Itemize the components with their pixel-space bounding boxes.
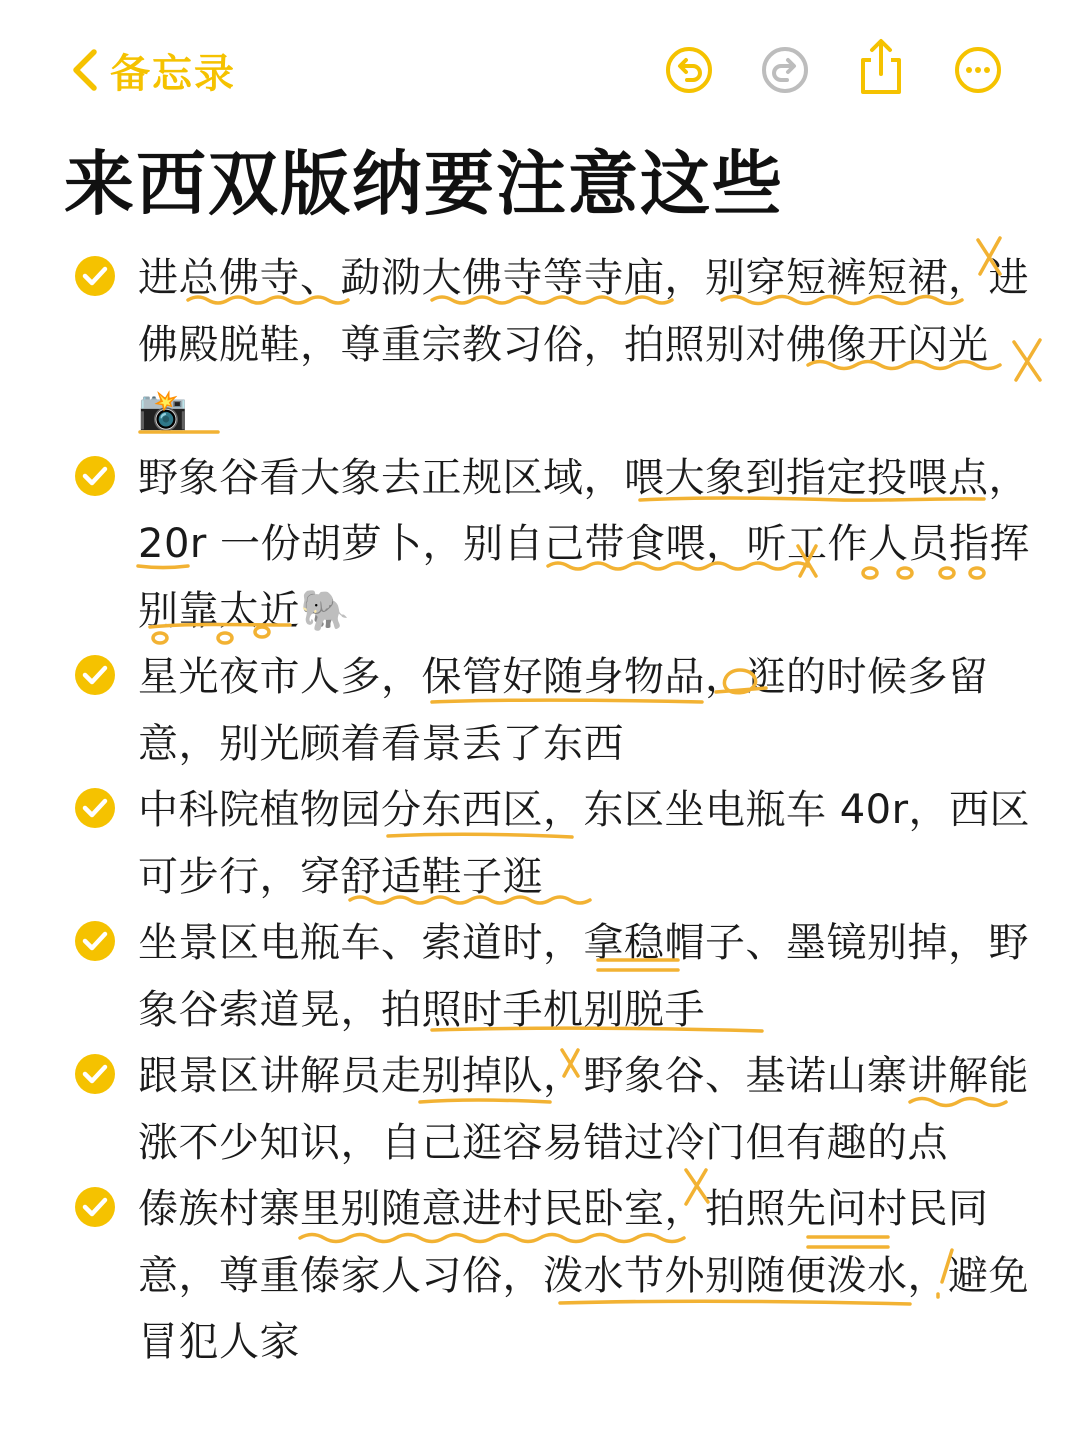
checklist-item-text[interactable]: 中科院植物园分东西区，东区坐电瓶车 40r，西区可步行，穿舒适鞋子逛 [138, 787, 1031, 900]
undo-icon [663, 44, 715, 96]
checklist-item [74, 644, 1034, 777]
redo-button[interactable] [759, 44, 811, 96]
chevron-left-icon [70, 48, 100, 92]
share-button[interactable] [855, 38, 907, 90]
checklist-item-text[interactable]: 进总佛寺、勐泐大佛寺等寺庙，别穿短裤短裙，进佛殿脱鞋，尊重宗教习俗，拍照别对佛像开闪光📸 [138, 255, 1029, 434]
checklist-item-text[interactable]: 坐景区电瓶车、索道时，拿稳帽子、墨镜别掉，野象谷索道晃，拍照时手机别脱手 [138, 920, 1029, 1033]
checklist-item-text[interactable]: 星光夜市人多，保管好随身物品，逛的时候多留意，别光顾着看景丢了东西 [138, 654, 989, 767]
back-button[interactable] [70, 40, 236, 100]
back-label: 备忘录 [110, 50, 236, 97]
redo-icon [759, 44, 811, 96]
share-icon [855, 38, 907, 96]
checklist-item-text[interactable]: 跟景区讲解员走别掉队，野象谷、基诺山寨讲解能涨不少知识，自己逛容易错过冷门但有趣的点 [138, 1053, 1029, 1166]
checkmark-icon[interactable] [74, 787, 116, 829]
undo-button[interactable] [663, 44, 715, 96]
more-icon [952, 44, 1004, 96]
checkmark-icon[interactable] [74, 920, 116, 962]
checklist-item [74, 777, 1034, 910]
checklist-item-text[interactable]: 傣族村寨里别随意进村民卧室，拍照先问村民同意，尊重傣家人习俗，泼水节外别随便泼水，避免冒犯人家 [138, 1186, 1029, 1365]
checklist-item [74, 445, 1034, 645]
checklist-item [74, 1043, 1034, 1176]
checkmark-icon[interactable] [74, 255, 116, 297]
checklist-item-text[interactable]: 野象谷看大象去正规区域，喂大象到指定投喂点，20r 一份胡萝卜，别自己带食喂，听工作人员指挥别靠太近🐘 [138, 454, 1031, 634]
checklist [74, 245, 1034, 1376]
checkmark-icon[interactable] [74, 654, 116, 696]
checklist-item [74, 245, 1034, 445]
note-toolbar [0, 0, 1080, 130]
checklist-item [74, 1176, 1034, 1376]
checkmark-icon[interactable] [74, 1053, 116, 1095]
more-button[interactable] [952, 44, 1004, 96]
checkmark-icon[interactable] [74, 455, 116, 497]
checkmark-icon[interactable] [74, 1186, 116, 1228]
checklist-item [74, 910, 1034, 1043]
note-title: 来西双版纳要注意这些 [64, 143, 784, 225]
